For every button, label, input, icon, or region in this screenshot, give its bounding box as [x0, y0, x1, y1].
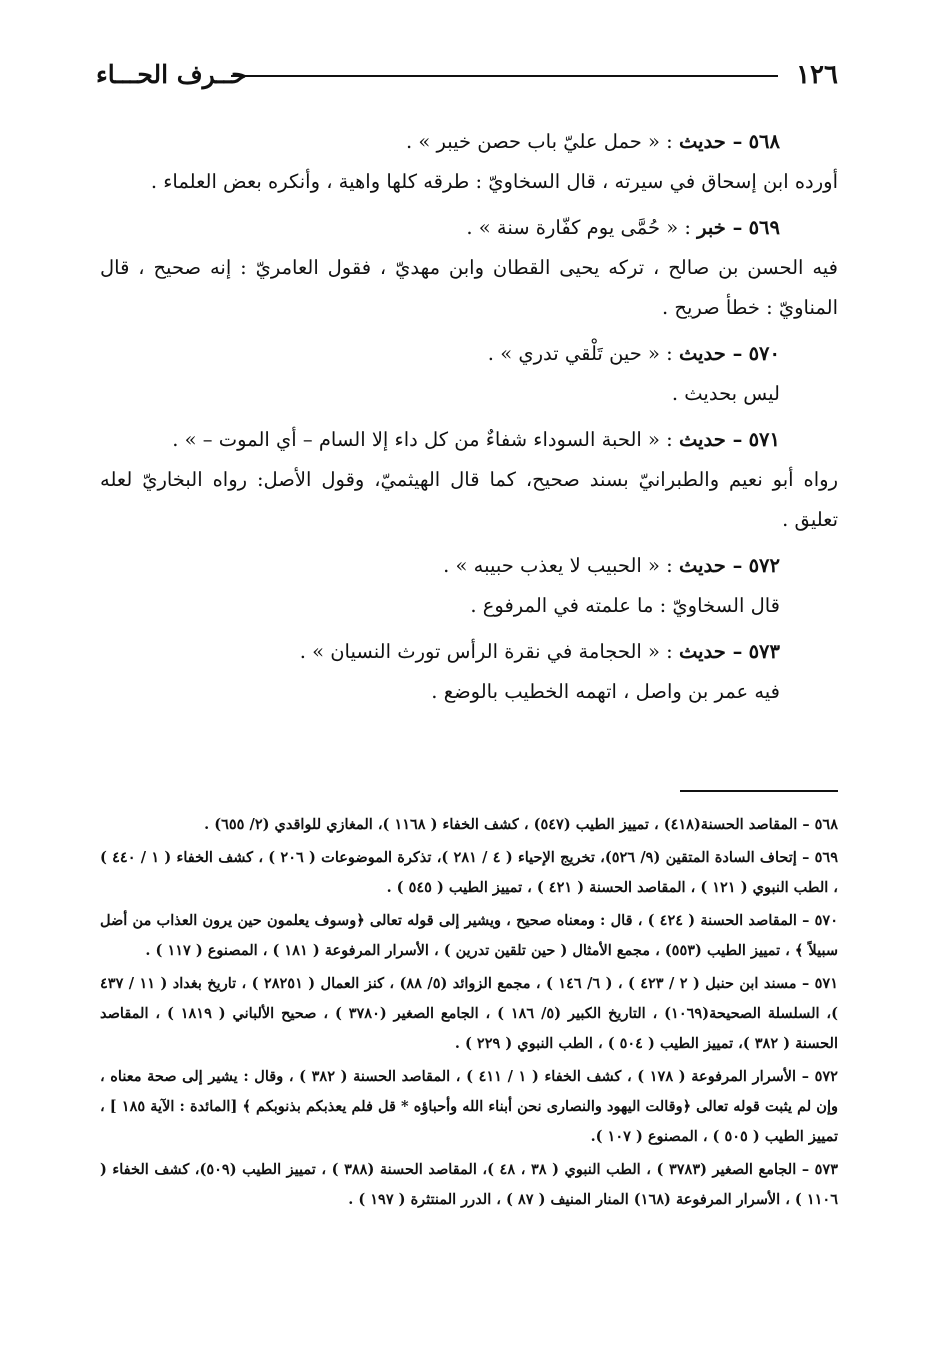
entry-569	[100, 208, 838, 328]
main-text	[100, 122, 838, 718]
entry-commentary: فيه الحسن بن صالح ، تركه يحيى القطان وابن مهديّ ، فقول العامريّ : إنه صحيح ، قال المناويّ : خطأ صريح .	[100, 256, 838, 319]
page-header	[96, 58, 838, 94]
footnote-number: ٥٧٠ –	[802, 912, 838, 929]
footnote-number: ٥٦٩ –	[802, 849, 838, 866]
footnote-text: المقاصد الحسنة ( ٤٢٤ ) ، قال : ومعناه صحيح ، ويشير إلى قوله تعالى ﴿وسوف يعلمون حين يرون العذاب من أضل سبيلاً ﴾ ، تمييز الطيب (٥٥٣) ، مجمع الأمثال ( حين تلقين تدرين ) ، الأسرار المرفوعة ( ١٨١ ) ، المصنوع ( ١١٧ ) .	[100, 912, 838, 959]
entry-heading	[100, 632, 838, 672]
entry-heading	[100, 546, 838, 586]
entry-heading	[100, 122, 838, 162]
entry-text: : « الحبيب لا يعذب حبيبه » .	[443, 554, 673, 577]
entry-number: ٥٧٢	[748, 554, 780, 577]
footnote-text: المقاصد الحسنة(٤١٨) ، تمييز الطيب (٥٤٧) ، كشف الخفاء ( ١١٦٨ )، المغازي للواقدي (٢/ ٦٥٥) .	[204, 816, 798, 833]
entry-kind: – حديث	[678, 342, 743, 365]
footnotes	[100, 810, 838, 1218]
footnote-text: الجامع الصغير (٣٧٨٣ ) ، الطب النبوي ( ٣٨ ، ٤٨ )، المقاصد الحسنة (٣٨٨ ) ، تمييز الطيب (٥٠٩)، كشف الخفاء ( ١١٠٦ ) ، الأسرار المرفوعة (١٦٨) المنار المنيف ( ٨٧ ) ، الدرر المنتثرة ( ١٩٧ ) .	[100, 1161, 838, 1208]
entry-commentary: فيه عمر بن واصل ، اتهمه الخطيب بالوضع .	[431, 680, 780, 703]
page-number: ١٢٦	[796, 60, 838, 90]
entry-570	[100, 334, 838, 414]
entry-572	[100, 546, 838, 626]
footnote	[100, 810, 838, 840]
entry-commentary: أورده ابن إسحاق في سيرته ، قال السخاويّ : طرقه كلها واهية ، وأنكره بعض العلماء .	[150, 170, 838, 193]
footnote	[100, 906, 838, 966]
entry-commentary: رواه أبو نعيم والطبرانيّ بسند صحيح، كما قال الهيثميّ، وقول الأصل: رواه البخاريّ لعله تعليق .	[100, 468, 838, 531]
entry-text: : « الحجامة في نقرة الرأس تورث النسيان » .	[299, 640, 673, 663]
footnote-separator	[680, 790, 838, 792]
footnote	[100, 1062, 838, 1152]
header-rule	[231, 75, 778, 77]
footnote	[100, 1155, 838, 1215]
entry-number: ٥٧١	[748, 428, 780, 451]
entry-heading	[100, 420, 838, 460]
footnote	[100, 969, 838, 1059]
entry-571	[100, 420, 838, 540]
entry-commentary: قال السخاويّ : ما علمته في المرفوع .	[470, 594, 780, 617]
entry-573	[100, 632, 838, 712]
entry-commentary: ليس بحديث .	[671, 382, 780, 405]
entry-number: ٥٧٣	[748, 640, 780, 663]
entry-kind: – حديث	[678, 640, 743, 663]
entry-heading	[100, 334, 838, 374]
footnote-text: الأسرار المرفوعة ( ١٧٨ ) ، كشف الخفاء ( ١ / ٤١١ ) ، المقاصد الحسنة ( ٣٨٢ ) ، وقال : يشير إلى صحة معناه ، وإن لم يثبت قوله تعالى ﴿وقالت اليهود والنصارى نحن أبناء الله وأحباؤه * قل فلم يعذبكم بذنوبكم ﴾ [المائدة : الآية ١٨٥ ] ، تمييز الطيب ( ٥٠٥ ) ، المصنوع ( ١٠٧ ).	[100, 1068, 838, 1145]
entry-568	[100, 122, 838, 202]
footnote-number: ٥٦٨ –	[802, 816, 838, 833]
running-title: حــرف الحـــاء	[96, 60, 247, 89]
entry-kind: – حديث	[678, 428, 743, 451]
entry-text: : « حين تَلْقي تدري » .	[487, 342, 673, 365]
entry-kind: – خبر	[697, 216, 743, 239]
footnote-text: إتحاف السادة المتقين (٩/ ٥٢٦)، تخريج الإحياء ( ٤ / ٢٨١ )، تذكرة الموضوعات ( ٢٠٦ ) ، كشف الخفاء ( ١ / ٤٤٠ ) ، الطب النبوي ( ١٢١ ) ، المقاصد الحسنة ( ٤٢١ ) ، تمييز الطيب ( ٥٤٥ ) .	[100, 849, 838, 896]
footnote	[100, 843, 838, 903]
footnote-number: ٥٧١ –	[801, 975, 838, 992]
footnote-number: ٥٧٣ –	[801, 1161, 839, 1178]
entry-kind: – حديث	[678, 554, 743, 577]
entry-number: ٥٦٨	[748, 130, 780, 153]
entry-number: ٥٦٩	[748, 216, 780, 239]
entry-kind: – حديث	[678, 130, 743, 153]
entry-heading	[100, 208, 838, 248]
entry-text: : « حُمَّى يوم كفّارة سنة » .	[466, 216, 691, 239]
footnote-text: مسند ابن حنبل ( ٢ / ٤٢٣ ) ، ( ٦/ ١٤٦ ) ، مجمع الزوائد (٥/ ٨٨) ، كنز العمال ( ٢٨٢٥١ ) ، تاريخ بغداد ( ١١ / ٤٣٧ )، السلسلة الصحيحة(١٠٦٩) ، التاريخ الكبير (٥/ ١٨٦ ) ، الجامع الصغير (٣٧٨٠ ) ، صحيح الألباني ( ١٨١٩ ) ، المقاصد الحسنة ( ٣٨٢ )، تمييز الطيب ( ٥٠٤ ) ، الطب النبوي ( ٢٢٩ ) .	[100, 975, 838, 1052]
entry-text: : « حمل عليّ باب حصن خيبر » .	[405, 130, 673, 153]
footnote-number: ٥٧٢ –	[801, 1068, 838, 1085]
entry-text: : « الحبة السوداء شفاءٌ من كل داء إلا السام – أي الموت – » .	[172, 428, 673, 451]
entry-number: ٥٧٠	[748, 342, 780, 365]
